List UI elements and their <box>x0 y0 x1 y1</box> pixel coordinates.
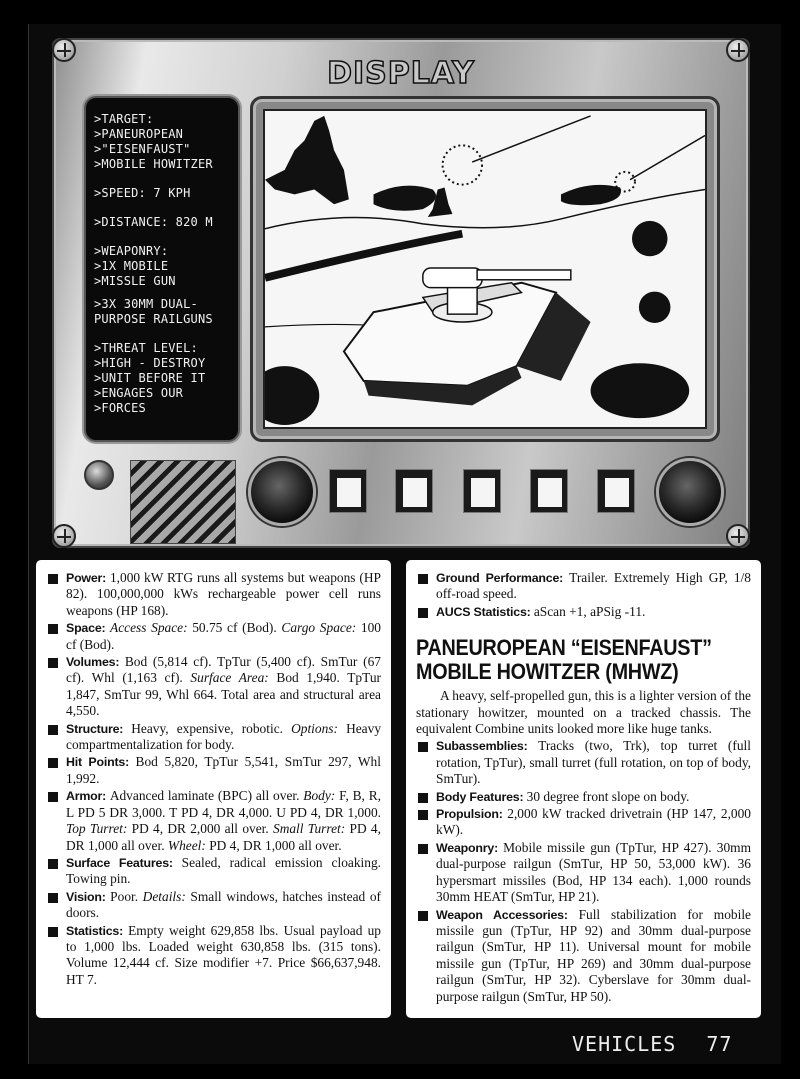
stat-value: Bod (5,814 cf). TpTur (5,400 cf). SmTur (67 cf). Whl (1,163 cf). Surface Area: Bod 1,940. TpTur 1,847, SmTur 99, Whl 664. Total area and structural area 4,550. <box>66 654 381 719</box>
stat-value: Poor. Details: Small windows, hatches instead of doors. <box>66 888 381 921</box>
square-bullet-icon <box>418 793 428 803</box>
stat-entry <box>416 789 751 805</box>
viewscreen <box>250 96 720 442</box>
stat-label: AUCS Statistics: <box>436 604 534 619</box>
terminal-line: >MOBILE HOWITZER <box>94 157 213 171</box>
indicator-light-icon <box>84 460 114 490</box>
terminal-line: >1X MOBILE <box>94 259 169 273</box>
square-bullet-icon <box>418 742 428 752</box>
stat-label: Weapon Accessories: <box>436 907 579 922</box>
stat-entry <box>46 855 381 888</box>
stat-label: Armor: <box>66 789 110 804</box>
stat-label: Statistics: <box>66 923 129 938</box>
right-knob-button[interactable] <box>656 458 724 526</box>
howitzer-illustration <box>263 109 707 429</box>
terminal-line: >3X 30MM DUAL- <box>94 297 198 311</box>
square-bullet-icon <box>48 893 58 903</box>
stat-entry <box>46 570 381 619</box>
stat-label: Propulsion: <box>436 807 508 822</box>
terminal-line: >DISTANCE: 820 M <box>94 215 213 229</box>
stat-value: Sealed, radical emission cloaking. Towing pin. <box>66 854 381 887</box>
article-title-line-2: MOBILE HOWITZER (MHWZ) <box>416 659 679 685</box>
terminal-line: >HIGH - DESTROY <box>94 356 206 370</box>
stat-entry <box>46 620 381 653</box>
stat-entry <box>416 570 751 603</box>
stat-entry <box>46 654 381 720</box>
stat-entry <box>416 738 751 787</box>
terminal-line: >WEAPONRY: <box>94 244 169 258</box>
terminal-line: >PANEUROPEAN <box>94 127 184 141</box>
stat-label: Volumes: <box>66 655 125 670</box>
target-terminal <box>84 96 240 442</box>
square-bullet-icon <box>48 758 58 768</box>
stat-label: Hit Points: <box>66 755 136 770</box>
tank-illustration-icon <box>265 111 705 427</box>
square-bullet-icon <box>48 859 58 869</box>
stat-value: Access Space: 50.75 cf (Bod). Cargo Space: 100 cf (Bod). <box>66 620 381 652</box>
stat-entry <box>416 907 751 1005</box>
square-button-2[interactable] <box>396 470 432 512</box>
stat-value: Full stabilization for mobile missile gun (TpTur, HP 92) and 30mm dual-purpose railgun (SmTur, HP 11). Universal mount for mobile missile gun (TpTur, HP 269) and 30mm dual-purpose railgun (SmTur, HP 32). Cyberslave for 30mm dual-purpose railgun (SmTur, HP 50). <box>436 906 751 1004</box>
stat-label: Subassemblies: <box>436 739 539 754</box>
stat-label: Space: <box>66 621 111 636</box>
square-bullet-icon <box>48 792 58 802</box>
stat-value: Mobile missile gun (TpTur, HP 427). 30mm dual-purpose railgun (SmTur, HP 50, 53,000 kW). 36 hypersmart missiles (Bod, HP 134 each). 1,000 rounds 30mm HEAT (SmTur, HP 21). <box>436 839 751 905</box>
stat-value: 30 degree front slope on body. <box>526 788 690 804</box>
terminal-line: >FORCES <box>94 401 146 415</box>
page-number: 77 <box>706 1032 733 1056</box>
terminal-line: PURPOSE RAILGUNS <box>94 312 213 326</box>
stat-value: Trailer. Extremely High GP, 1/8 off-road speed. <box>436 570 751 602</box>
control-strip <box>54 448 748 538</box>
stat-entry <box>416 604 751 620</box>
article-title <box>416 636 718 684</box>
stat-label: Power: <box>66 571 110 585</box>
speaker-grille-icon <box>130 460 236 544</box>
stat-value: Advanced laminate (BPC) all over. Body: F, B, R, L PD 5 DR 3,000. T PD 4, DR 4,000. U PD 4, DR 1,000. Top Turret: PD 4, DR 2,000 all over. Small Turret: PD 4, DR 1,000 all over. Wheel: PD 4, DR 1,000 all over. <box>66 788 381 853</box>
stat-value: Tracks (two, Trk), top turret (full rotation, TpTur), small turret (full rotation, on top of body, SmTur). <box>436 738 751 787</box>
article-title-line-1: PANEUROPEAN “EISENFAUST” <box>416 635 712 661</box>
stat-entry <box>46 788 381 854</box>
stat-label: Surface Features: <box>66 855 182 870</box>
terminal-line: >THREAT LEVEL: <box>94 341 198 355</box>
square-bullet-icon <box>48 725 58 735</box>
square-bullet-icon <box>418 844 428 854</box>
right-stats-column <box>406 560 761 1018</box>
page-footer <box>572 1032 732 1056</box>
square-bullet-icon <box>418 911 428 921</box>
square-bullet-icon <box>418 810 428 820</box>
display-title: DISPLAY <box>327 56 475 91</box>
display-panel <box>52 38 750 548</box>
stat-value: Empty weight 629,858 lbs. Usual payload up to 1,000 lbs. Loaded weight 630,858 lbs. (315 tons). Volume 12,444 cf. Size modifier +7. Price $66,637,948. HT 7. <box>66 922 381 987</box>
stat-label: Vision: <box>66 889 111 904</box>
square-bullet-icon <box>418 608 428 618</box>
stat-entry <box>46 754 381 787</box>
terminal-line: >TARGET: <box>94 112 154 126</box>
left-stats-column <box>36 560 391 1018</box>
square-button-3[interactable] <box>464 470 500 512</box>
stat-entry <box>46 923 381 989</box>
stat-entry <box>46 889 381 922</box>
stat-entry <box>416 840 751 906</box>
terminal-line: >MISSLE GUN <box>94 274 176 288</box>
stat-label: Body Features: <box>436 789 527 804</box>
terminal-line: >"EISENFAUST" <box>94 142 191 156</box>
square-bullet-icon <box>48 927 58 937</box>
square-button-5[interactable] <box>598 470 634 512</box>
stat-entry <box>416 806 751 839</box>
square-bullet-icon <box>48 624 58 634</box>
square-button-1[interactable] <box>330 470 366 512</box>
stat-value: aScan +1, aPSig -11. <box>533 603 646 619</box>
terminal-line: >UNIT BEFORE IT <box>94 371 206 385</box>
terminal-line: >ENGAGES OUR <box>94 386 184 400</box>
article-intro: A heavy, self-propelled gun, this is a lighter version of the stationary howitzer, mounted on a tracked chassis. The equivalent Combine units looked more like huge tanks. <box>416 688 751 737</box>
stat-label: Weaponry: <box>436 840 504 855</box>
square-bullet-icon <box>48 658 58 668</box>
square-bullet-icon <box>418 574 428 584</box>
stat-entry <box>46 721 381 754</box>
stat-label: Structure: <box>66 721 132 736</box>
stat-value: Heavy, expensive, robotic. Options: Heavy compartmentalization for body. <box>66 720 382 753</box>
square-button-4[interactable] <box>531 470 567 512</box>
stat-value: Bod 5,820, TpTur 5,541, SmTur 297, Whl 1,992. <box>66 754 381 786</box>
left-knob-button[interactable] <box>248 458 316 526</box>
square-bullet-icon <box>48 574 58 584</box>
stat-value: 1,000 kW RTG runs all systems but weapons (HP 82). 100,000,000 kWs rechargeable power cell runs weapons (HP 168). <box>66 570 382 618</box>
section-name: VEHICLES <box>572 1032 677 1056</box>
terminal-line: >SPEED: 7 KPH <box>94 186 191 200</box>
stat-label: Ground Performance: <box>436 571 570 585</box>
stat-value: 2,000 kW tracked drivetrain (HP 147, 2,000 kW). <box>436 806 751 838</box>
